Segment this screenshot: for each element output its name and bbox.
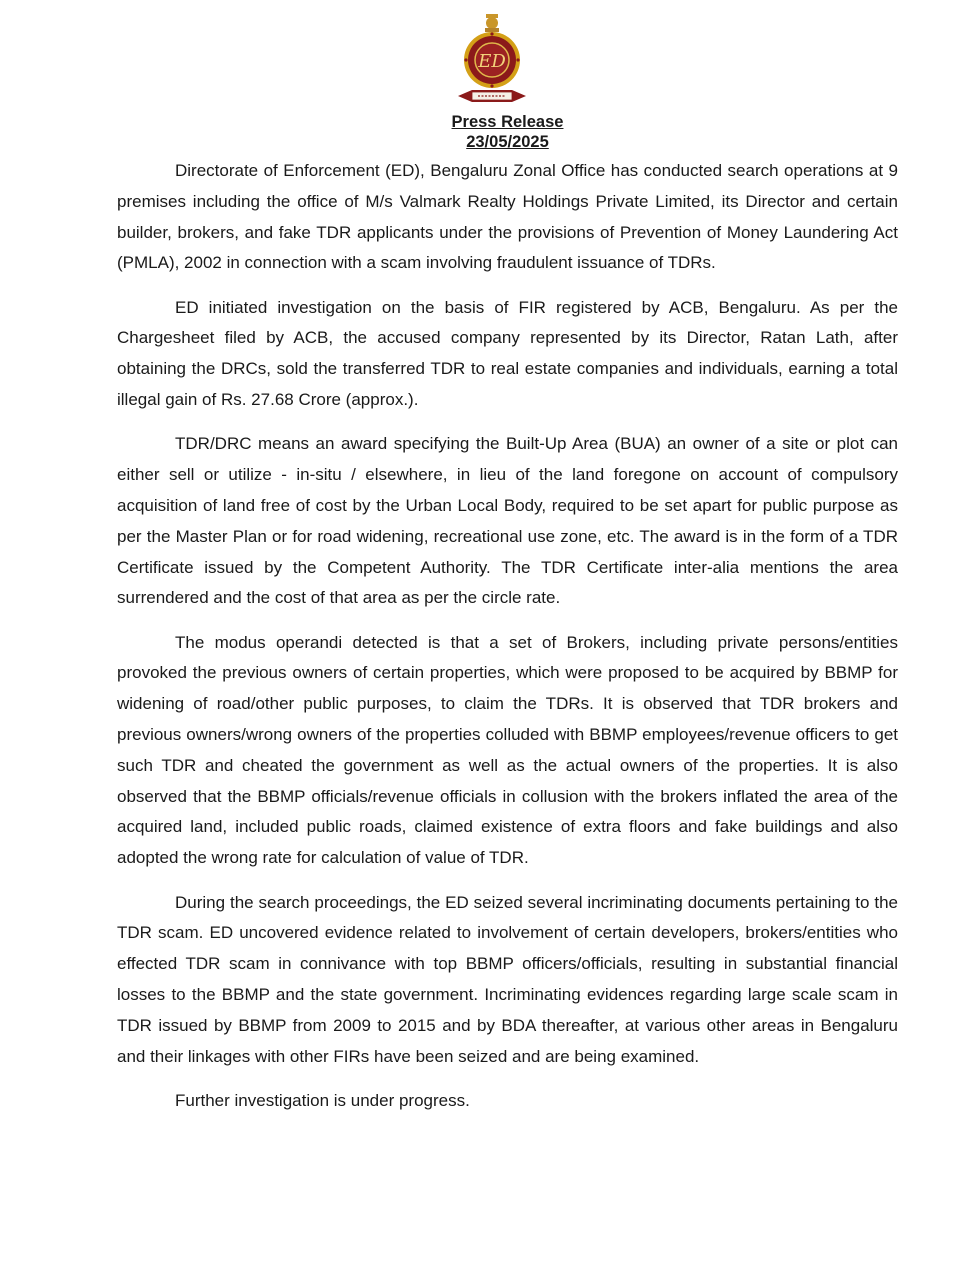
document-body — [117, 156, 898, 1130]
paragraph-2: ED initiated investigation on the basis of FIR registered by ACB, Bengaluru. As per the Chargesheet filed by ACB, the accused company represented by its Director, Ratan Lath, after obtaining the DRCs, sold the transferred TDR to real estate companies and individuals, earning a total illegal gain of Rs. 27.68 Crore (approx.). — [117, 297, 898, 410]
paragraph-3: TDR/DRC means an award specifying the Built-Up Area (BUA) an owner of a site or plot can either sell or utilize - in-situ / elsewhere, in lieu of the land foregone on account of compulsory acquisition of land free of cost by the Urban Local Body, required to be set apart for public purpose as per the Master Plan or for road widening, recreational use zone, etc. The award is in the form of a TDR Certificate issued by the Competent Authority. The TDR Certificate inter-alia mentions the area surrendered and the cost of that area as per the circle rate. — [117, 434, 898, 608]
ed-emblem-icon — [452, 12, 532, 108]
document-date: 23/05/2025 — [466, 133, 549, 151]
paragraph-6: Further investigation is under progress. — [175, 1090, 470, 1110]
svg-text:ED: ED — [478, 51, 506, 72]
paragraph-4: The modus operandi detected is that a set of Brokers, including private persons/entities provoked the previous owners of certain properties, which were proposed to be acquired by BBMP for widening of road/other public purposes, to claim the TDRs. It is observed that TDR brokers and previous owners/wrong owners of the properties colluded with BBMP employees/revenue officers to get such TDR and cheated the government as well as the actual owners of the properties. It is also observed that the BBMP officials/revenue officials in collusion with the brokers inflated the area of the acquired land, included public roads, claimed existence of extra floors and fake buildings and also adopted the wrong rate for calculation of value of TDR. — [117, 632, 898, 868]
ed-emblem-logo — [452, 12, 532, 108]
document-header — [0, 112, 967, 152]
paragraph-5: During the search proceedings, the ED seized several incriminating documents pertaining to the TDR scam. ED uncovered evidence related to involvement of certain developers, brokers/entities who effected TDR scam in connivance with top BBMP officers/officials, resulting in substantial financial losses to the BBMP and the state government. Incriminating evidences regarding large scale scam in TDR issued by BBMP from 2009 to 2015 and by BDA thereafter, at various other areas in Bengaluru and their linkages with other FIRs have been seized and are being examined. — [117, 892, 898, 1066]
paragraph-1: Directorate of Enforcement (ED), Bengaluru Zonal Office has conducted search operations at 9 premises including the office of M/s Valmark Realty Holdings Private Limited, its Director and certain builder, brokers, and fake TDR applicants under the provisions of Prevention of Money Laundering Act (PMLA), 2002 in connection with a scam involving fraudulent issuance of TDRs. — [117, 161, 898, 273]
document-title: Press Release — [451, 113, 564, 131]
